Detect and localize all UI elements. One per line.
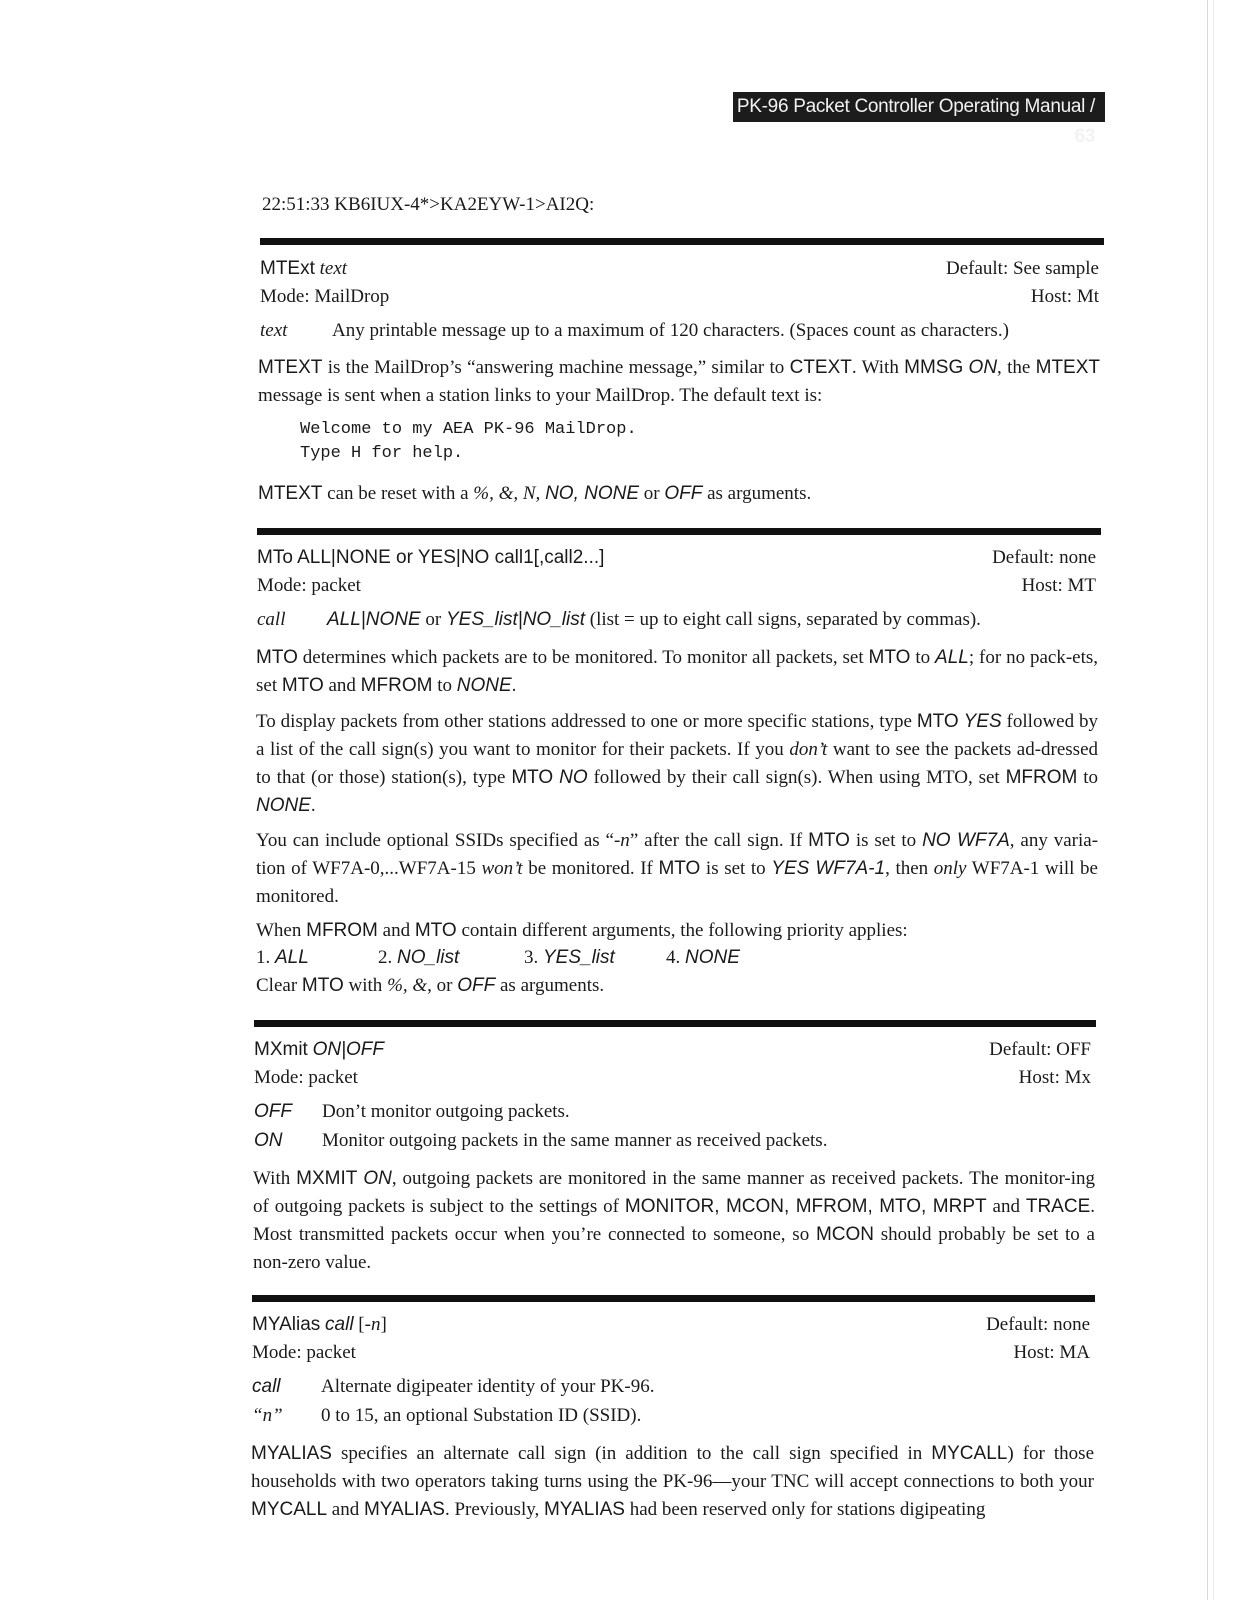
mxmit-option xyxy=(254,1130,827,1152)
option-desc: 0 to 15, an optional Substation ID (SSID). xyxy=(321,1405,642,1426)
mtext-command xyxy=(260,258,347,280)
mto-paragraph-5: Clear MTO with %, &, or OFF as arguments. xyxy=(256,975,605,996)
code-line: Type H for help. xyxy=(300,444,464,463)
header-title: PK-96 Packet Controller Operating Manual / xyxy=(736,96,1095,117)
mtext-paragraph-2: MTEXT can be reset with a %, &, N, NO, NONE or OFF as arguments. xyxy=(258,483,812,504)
myalias-mode: Mode: packet xyxy=(252,1342,356,1363)
command-name: MYAlias xyxy=(252,1314,321,1335)
mto-paragraph-4: When MFROM and MTO contain different arguments, the following priority applies: xyxy=(256,920,908,941)
mto-host: Host: MT xyxy=(1021,575,1096,596)
mxmit-host: Host: Mx xyxy=(1018,1067,1091,1088)
option-name: call xyxy=(252,1376,281,1397)
mtext-host: Host: Mt xyxy=(1030,286,1099,307)
param-name: text xyxy=(260,320,288,341)
option-name: “n” xyxy=(252,1405,283,1426)
mto-default: Default: none xyxy=(992,547,1096,568)
mto-command: MTo ALL|NONE or YES|NO call1[,call2...] xyxy=(257,547,605,568)
section-rule xyxy=(257,528,1101,535)
myalias-option xyxy=(252,1376,654,1398)
command-name: MTExt xyxy=(260,258,315,279)
mto-paragraph-3: You can include optional SSIDs specified as “-n” after the call sign. If MTO is set to NO WF7A, any varia-tion of WF7A-0,...WF7A-15 won’t be monitored. If MTO is set to YES WF7A-1, then only WF7A-1 will be monitored. xyxy=(256,830,1099,907)
priority-item: 2. NO_list xyxy=(378,947,460,968)
section-rule xyxy=(260,238,1104,245)
priority-item: 4. NONE xyxy=(666,947,740,968)
myalias-host: Host: MA xyxy=(1013,1342,1090,1363)
mtext-default: Default: See sample xyxy=(945,258,1099,279)
param-name: call xyxy=(257,609,286,630)
running-header xyxy=(733,92,1105,147)
mxmit-paragraph-1: With MXMIT ON, outgoing packets are monitored in the same manner as received packets. The monitor-ing of outgoing packets is subject to the settings of MONITOR, MCON, MFROM, MTO, MRPT and TRACE. Most transmitted packets occur when you’re connected to someone, so MCON should probably be set to a non-zero value. xyxy=(253,1168,1096,1273)
option-name: ON xyxy=(254,1130,283,1151)
option-desc: Alternate digipeater identity of your PK-96. xyxy=(321,1376,655,1397)
mxmit-mode: Mode: packet xyxy=(254,1067,358,1088)
mtext-paragraph-1: MTEXT is the MailDrop’s “answering machine message,” similar to CTEXT. With MMSG ON, the MTEXT message is sent when a station links to your MailDrop. The default text is: xyxy=(258,357,1101,406)
command-name: MXmit xyxy=(254,1039,308,1060)
option-name: OFF xyxy=(254,1101,292,1122)
mxmit-command xyxy=(254,1039,384,1061)
option-desc: Monitor outgoing packets in the same manner as received packets. xyxy=(322,1130,828,1151)
mto-mode: Mode: packet xyxy=(257,575,361,596)
mtext-param xyxy=(260,320,1009,342)
mtext-mode: Mode: MailDrop xyxy=(260,286,390,307)
myalias-default: Default: none xyxy=(986,1314,1090,1335)
priority-item: 3. YES_list xyxy=(524,947,615,968)
param-desc: Any printable message up to a maximum of 120 characters. (Spaces count as characters.) xyxy=(332,320,1009,341)
section-rule xyxy=(252,1295,1095,1302)
option-desc: Don’t monitor outgoing packets. xyxy=(322,1101,570,1122)
myalias-command: MYAlias call [-n] xyxy=(252,1314,387,1335)
mxmit-default: Default: OFF xyxy=(989,1039,1091,1060)
mto-paragraph-2: To display packets from other stations addressed to one or more specific stations, type MTO YES followed by a list of the call sign(s) you want to monitor for their packets. If you don’t want to see the packets ad-dressed to that (or those) station(s), type MTO NO followed by their call sign(s). When using MTO, set MFROM to NONE. xyxy=(256,711,1099,816)
command-arg: text xyxy=(319,258,348,279)
myalias-option xyxy=(252,1405,641,1427)
scan-edge-line xyxy=(1213,0,1214,1600)
scan-edge-line xyxy=(1207,0,1208,1600)
myalias-paragraph-1: MYALIAS specifies an alternate call sign (in addition to the call sign specified in MYCALL) for those households with two operators taking turns using the PK-96—your TNC will accept connections to both your MYCALL and MYALIAS. Previously, MYALIAS had been reserved only for stations digipeating xyxy=(251,1443,1095,1520)
command-arg: ON|OFF xyxy=(312,1039,385,1060)
page-number: 63 xyxy=(1074,126,1095,147)
priority-list xyxy=(256,947,740,969)
log-line: 22:51:33 KB6IUX-4*>KA2EYW-1>AI2Q: xyxy=(262,194,595,215)
priority-item: 1. ALL xyxy=(256,947,309,968)
section-rule xyxy=(254,1020,1096,1027)
mto-paragraph-1: MTO determines which packets are to be monitored. To monitor all packets, set MTO to ALL; for no pack-ets, set MTO and MFROM to NONE. xyxy=(256,647,1099,696)
code-line: Welcome to my AEA PK-96 MailDrop. xyxy=(300,420,637,439)
mto-param: call ALL|NONE or YES_list|NO_list (list = up to eight call signs, separated by commas). xyxy=(257,609,981,630)
mxmit-option xyxy=(254,1101,570,1123)
